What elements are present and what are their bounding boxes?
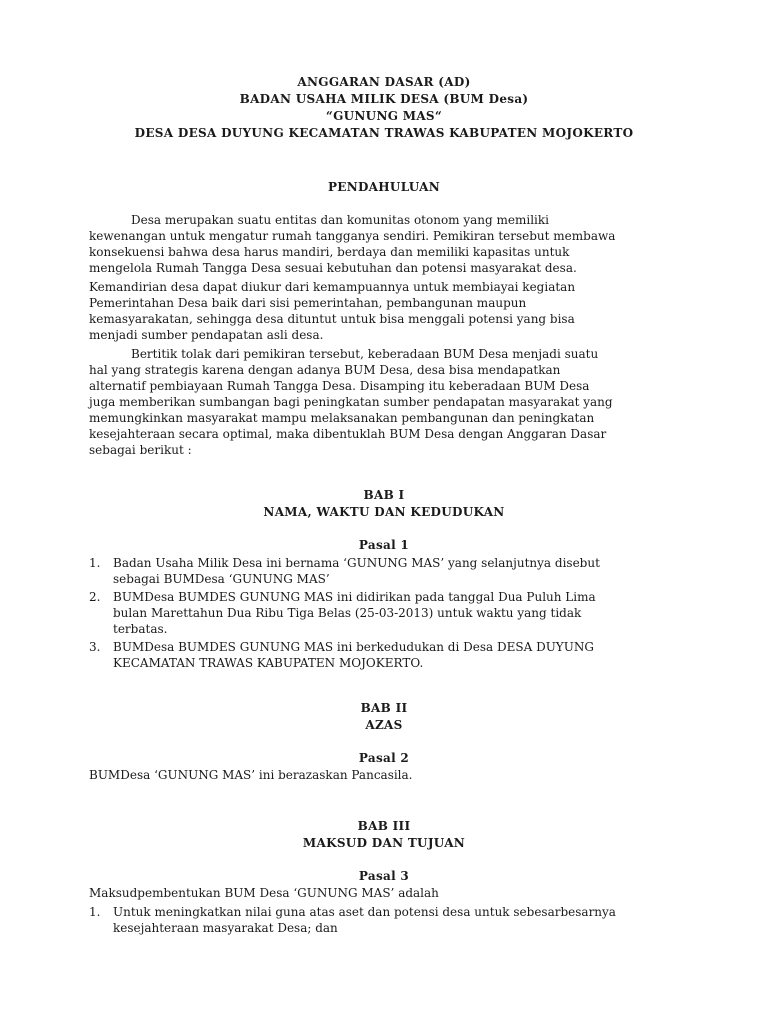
- bab1-label: BAB I: [363, 488, 405, 502]
- list-item-line: sebagai BUMDesa ‘GUNUNG MAS’: [113, 572, 330, 586]
- doc-title-line-1: ANGGARAN DASAR (AD): [297, 75, 471, 89]
- bab2-label: BAB II: [360, 701, 408, 715]
- bab3-title: MAKSUD DAN TUJUAN: [302, 836, 466, 850]
- list-item-line: bulan Marettahun Dua Ribu Tiga Belas (25-03-2013) untuk waktu yang tidak: [113, 606, 582, 620]
- intro-p3-line: sebagai berikut :: [89, 443, 192, 457]
- pasal3-lead: Maksudpembentukan BUM Desa ‘GUNUNG MAS’ adalah: [89, 886, 439, 900]
- intro-p2-line: Pemerintahan Desa baik dari sisi pemerintahan, pembangunan maupun: [89, 296, 527, 310]
- bab2-title: AZAS: [365, 718, 403, 732]
- intro-p1-line: [131, 213, 679, 228]
- list-number: 2.: [89, 590, 101, 604]
- list-number: 1.: [89, 556, 101, 570]
- pasal3-heading: Pasal 3: [358, 869, 410, 883]
- list-item-line: terbatas.: [113, 622, 168, 636]
- intro-p2-line: Kemandirian desa dapat diukur dari kemampuannya untuk membiayai kegiatan: [89, 280, 576, 294]
- pasal2-heading: Pasal 2: [358, 751, 410, 765]
- intro-p1-line: kewenangan untuk mengatur rumah tangganya sendiri. Pemikiran tersebut membawa: [89, 229, 616, 243]
- intro-heading: PENDAHULUAN: [327, 180, 441, 194]
- intro-p3-line: hal yang strategis karena dengan adanya BUM Desa, desa bisa mendapatkan: [89, 363, 561, 377]
- intro-p3-line: juga memberikan sumbangan bagi peningkatan sumber pendapatan masyarakat yang: [89, 395, 613, 409]
- pasal2-text: BUMDesa ‘GUNUNG MAS’ ini berazaskan Pancasila.: [89, 768, 413, 782]
- doc-title-line-4: DESA DESA DUYUNG KECAMATAN TRAWAS KABUPATEN MOJOKERTO: [134, 126, 634, 140]
- list-item-line: Badan Usaha Milik Desa ini bernama ‘GUNUNG MAS’ yang selanjutnya disebut: [113, 556, 600, 570]
- intro-p3-line: memungkinkan masyarakat mampu melaksanakan pembangunan dan peningkatan: [89, 411, 595, 425]
- text-run: Desa merupakan suatu entitas dan komunitas otonom yang memiliki: [131, 213, 550, 227]
- pasal1-heading: Pasal 1: [358, 538, 410, 552]
- list-number: 3.: [89, 640, 101, 654]
- list-number: 1.: [89, 905, 101, 919]
- list-item-line: Untuk meningkatkan nilai guna atas aset dan potensi desa untuk sebesarbesarnya: [113, 905, 616, 919]
- bab1-title: NAMA, WAKTU DAN KEDUDUKAN: [263, 505, 505, 519]
- intro-p3-line: alternatif pembiayaan Rumah Tangga Desa. Disamping itu keberadaan BUM Desa: [89, 379, 590, 393]
- intro-p1-line: konsekuensi bahwa desa harus mandiri, berdaya dan memiliki kapasitas untuk: [89, 245, 570, 259]
- list-item-line: BUMDesa BUMDES GUNUNG MAS ini didirikan pada tanggal Dua Puluh Lima: [113, 590, 596, 604]
- bab3-label: BAB III: [357, 819, 411, 833]
- doc-title-line-3: “GUNUNG MAS“: [325, 109, 443, 123]
- intro-p2-line: kemasyarakatan, sehingga desa dituntut untuk bisa menggali potensi yang bisa: [89, 312, 575, 326]
- doc-title-line-2: BADAN USAHA MILIK DESA (BUM Desa): [239, 92, 529, 106]
- intro-p1-line: mengelola Rumah Tangga Desa sesuai kebutuhan dan potensi masyarakat desa.: [89, 261, 577, 275]
- list-item-line: BUMDesa BUMDES GUNUNG MAS ini berkedudukan di Desa DESA DUYUNG: [113, 640, 594, 654]
- list-item-line: kesejahteraan masyarakat Desa; dan: [113, 921, 338, 935]
- intro-p3-line: kesejahteraan secara optimal, maka dibentuklah BUM Desa dengan Anggaran Dasar: [89, 427, 607, 441]
- intro-p2-line: menjadi sumber pendapatan asli desa.: [89, 328, 324, 342]
- intro-p3-line: Bertitik tolak dari pemikiran tersebut, keberadaan BUM Desa menjadi suatu: [131, 347, 599, 361]
- list-item-line: KECAMATAN TRAWAS KABUPATEN MOJOKERTO.: [113, 656, 424, 670]
